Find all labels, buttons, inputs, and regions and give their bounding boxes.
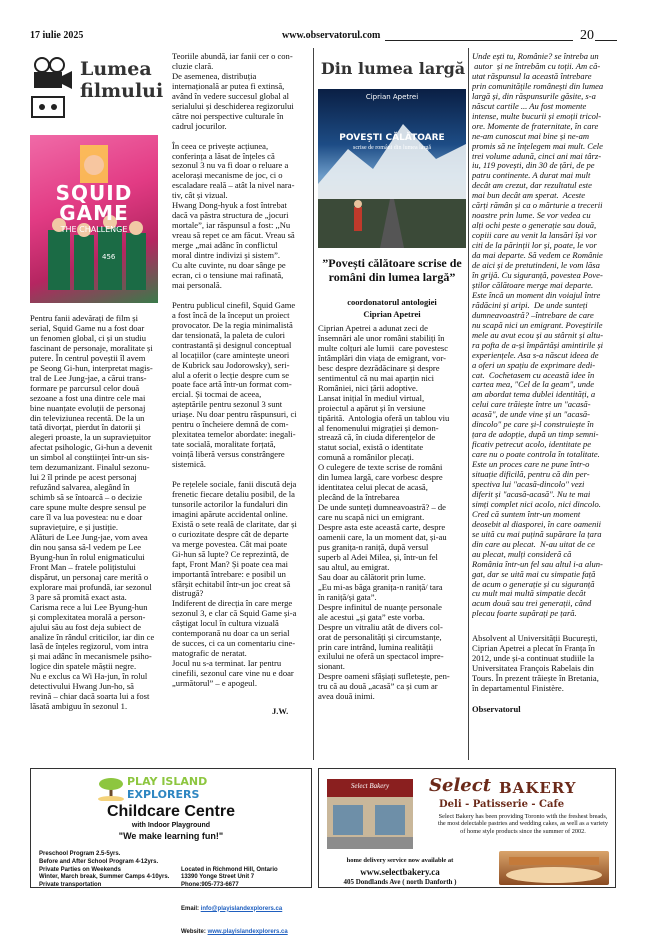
text-line: revină – chiar dacă soarta lui a fost	[30, 691, 150, 702]
page-number: 20	[580, 28, 594, 43]
playisland-programs	[39, 851, 169, 890]
text-line: un simbol al conștiinței într-un sis-	[30, 452, 150, 463]
text-line: sentimentul că nu mai aparțin nici	[318, 372, 435, 383]
text-line: de Kubrick sau Jodorowsky), seri-	[172, 359, 290, 370]
column-divider-2	[468, 48, 469, 760]
text-line: explorare mai profundă, iar sezonul	[30, 581, 152, 592]
text-line: ne-am cunoscut mai bine și ne-am	[472, 130, 590, 141]
text-line: poate face artă într-un format com-	[172, 379, 292, 390]
text-line: sfârșit echitabil într-un joc creat să	[172, 578, 291, 589]
text-line: câștigat locul în cultura vizuală	[172, 618, 279, 629]
text-line: decât am crezut, dar rezultatul este	[472, 180, 592, 191]
text-line: „următorul” – e apogeul.	[172, 678, 257, 689]
text-line: spectiva lui "acasă-dincolo" vezi	[472, 478, 585, 489]
text-line: alți ochi peste o generație sau două,	[472, 220, 597, 231]
text-line: escaladare reală – atât la nivel nara-	[172, 180, 295, 191]
text-line: ore. Momente de fraternitate, în care	[472, 120, 599, 131]
article2-author: Ciprian Apetrei	[363, 309, 421, 319]
text-line: imagini apărute accidental online.	[172, 508, 288, 519]
text-line: așteptările pentru sezonul 3 sunt	[172, 399, 283, 410]
text-line: cartea mea, "Cel de la geam", unde	[472, 379, 595, 390]
poster-title-1: SQUID	[55, 181, 133, 205]
text-line: având în vedere succesul global al	[172, 90, 289, 101]
text-line: către noi perspective culturale în	[172, 110, 284, 121]
article2-byline: coordonatorul antologiei	[347, 297, 437, 307]
text-line: Byung-hun în rolul enigmaticului	[30, 551, 145, 562]
bakery-website-link[interactable]: www.selectbakery.ca	[360, 867, 440, 877]
bakery-storefront-image	[327, 779, 413, 849]
text-line: țara de adopție, după un timp semni-	[472, 429, 599, 440]
text-line: Located in Richmond Hill, Ontario	[181, 866, 278, 873]
text-line: născut cartile ... Au fost momente	[472, 100, 587, 111]
playisland-slogan: "We make learning fun!"	[118, 831, 224, 841]
text-line: însemnări ale unor români stabiliți în	[318, 332, 445, 343]
text-line: Carisma rece a lui Lee Byung-hun	[30, 601, 148, 612]
playisland-website-link[interactable]: www.playislandexplorers.ca	[207, 928, 288, 935]
poster-title-2: GAME	[59, 201, 129, 225]
email-label: Email:	[181, 905, 201, 912]
text-line: identitatea celui plecat de acasă,	[318, 482, 428, 493]
text-line: Pentru fanii adevărați de film și	[30, 314, 138, 323]
text-line: utat răspunsul la această întrebare	[472, 70, 592, 81]
playisland-subtitle: with Indoor Playground	[131, 822, 211, 829]
text-line: acum două sau trei generații, când	[472, 598, 592, 609]
text-line: tem dezumanizant. Finalul sezonu-	[30, 462, 150, 473]
text-line: mortale”, iar răspunsul a fost: ,,Nu	[172, 220, 291, 231]
text-line: ecran, ci o tensiune mai rafinată,	[172, 269, 284, 280]
text-line: ajului său au fost deja subiect de	[30, 621, 142, 632]
text-line: alegeri proaste, la un supraviețuitor	[30, 432, 151, 443]
text-line: mai personală.	[172, 279, 222, 290]
text-line: al locațiilor (care amintește uneori	[172, 349, 290, 360]
text-line: diferit și "acasă-acasă". Nu te mai	[472, 488, 591, 499]
text-line: se uită cu mai puțină supărare la țara	[472, 528, 602, 539]
text-line: Phone:905-773-6677	[181, 882, 239, 889]
text-line: da mai departe. Să vedem ce Românie	[472, 250, 603, 261]
text-line: dincolo" pe care și-l construiește în	[472, 419, 594, 430]
text-line: România într-un fel sau altul i-a alun-	[472, 558, 603, 569]
text-line: strează că, în ciuda diferențelor de	[318, 432, 436, 443]
text-line: sistemică.	[172, 459, 206, 470]
header-rule-right	[595, 40, 617, 41]
section-title-film	[80, 58, 164, 102]
article1-signature: J.W.	[272, 706, 289, 716]
text-line: trei volume adună, cinci ani mai târz-	[472, 150, 602, 161]
text-line: vreau să repet ce am făcut. Vreau să	[172, 230, 295, 241]
bakery-address: 405 Dondlands Ave ( north Danforth )	[343, 878, 457, 886]
article1-column2	[172, 52, 310, 692]
text-line: afectat psihologic, Gi-hun a devenit	[30, 442, 153, 453]
text-line: patru continente. A durat mai mult	[472, 170, 591, 181]
text-line: conferința a lăsat de înțeles că	[172, 150, 275, 161]
text-line: în raniță/și gata”.	[318, 591, 377, 602]
text-line: intense, multe bucurii și emoții tricol-	[472, 110, 602, 121]
text-line: fascinant de personaje, moralitate și	[30, 342, 153, 353]
text-line: care nu scapă nici un emigrant.	[318, 512, 425, 523]
text-line: promis să ne înțelegem mai mult. Cele	[472, 140, 603, 151]
text-line: superb al Adei Milea, și, într-un fel	[318, 551, 438, 562]
book-cover	[318, 89, 466, 248]
text-line: De unde sunteți dumneavoastră? – de	[318, 502, 446, 513]
text-line: besc despre dezrădăcinare și despre	[318, 362, 440, 373]
text-line: matografic de neratat.	[172, 648, 247, 659]
text-line: din lumea largă, care vorbesc despre	[318, 472, 443, 483]
bakery-ad[interactable]	[318, 768, 616, 888]
text-line: 2012, unde și-a continuat studiile la	[472, 652, 595, 663]
text-line: putere. În centrul poveștii îl avem	[30, 352, 146, 363]
text-line: Winter, March break, Summer Camps 4-10yrs.	[39, 874, 170, 881]
text-line: orat de personalități și circumstanțe,	[318, 631, 442, 642]
text-line: refuzând salvarea, alegând în	[30, 482, 130, 493]
text-line: ale acestui „și gata” este vorba.	[318, 611, 425, 622]
text-line: Există o sete reală de claritate, dar și	[172, 518, 297, 529]
text-line: copiii care au venit la lansări își vor	[472, 230, 597, 241]
text-line: statut social, există o identitate	[318, 442, 424, 453]
article1-column1	[30, 314, 160, 764]
text-line: cadrul jocurilor.	[172, 120, 227, 131]
text-line: „Eu mi-as băga granița-n raniță/ tara	[318, 581, 443, 592]
text-line: Despre infinitul de nuanțe personale	[318, 601, 442, 612]
text-line: contemporană nu doar ca un serial	[172, 628, 290, 639]
text-line: Tours. În prezent trăiește în Bretania,	[472, 672, 599, 683]
text-line: simți complet nici acolo, nici dincolo.	[472, 498, 601, 509]
book-author: Ciprian Apetrei	[365, 93, 419, 101]
text-line: Preschool Program 2.5-5yrs.	[39, 851, 121, 857]
text-line: și complexitatea morală a person-	[30, 611, 146, 622]
text-line: merge „mai adânc în conflictul	[172, 240, 278, 251]
text-line: deosebit al diasporei, în care oamenii	[472, 518, 601, 529]
text-line: multe colțuri ale lumii care povestesc	[318, 342, 449, 353]
text-line: un fenomen global, ci și un studiu	[30, 332, 147, 343]
text-line: dumneavoastră? –întrebare de care	[472, 309, 594, 320]
book-title: POVEȘTI CĂLĂTOARE	[339, 133, 445, 143]
section-title-line1: Lumea	[80, 58, 152, 80]
header-rule	[385, 40, 573, 41]
text-line: lasă de înțeles regizorul, vom intra	[30, 641, 149, 652]
text-line: pus granița-n raniță, după versul	[318, 541, 429, 552]
text-line: detectivului Hwang Jun-ho, să	[30, 681, 134, 692]
article2-signature: Observatorul	[472, 704, 521, 714]
text-line: comună a românilor plecați.	[318, 452, 414, 463]
text-line: în grijă. Cu siguranță, povestea Pove-	[472, 269, 603, 280]
text-line: moral dintre indivizi și sistem”.	[172, 250, 281, 261]
text-line: Cu alte cuvinte, nu doar sânge pe	[172, 260, 286, 271]
text-line: logice din spatele măștii negre.	[30, 661, 137, 672]
text-line: nu scapă nici un emigrant. Poveștirile	[472, 319, 603, 330]
text-line: și mai adânc în mecanismele psiho-	[30, 651, 152, 662]
text-line: De asemenea, distribuția	[172, 70, 257, 81]
text-line: Hwang Dong-hyuk a fost întrebat	[172, 200, 287, 211]
text-line: Private Parties on Weekends	[39, 866, 121, 873]
text-line: avea două inimi.	[318, 691, 375, 702]
text-line: Pentru publicul cinefil, Squid Game	[172, 299, 296, 310]
playisland-contact	[181, 851, 288, 952]
text-line: va merge povestea. Cât mai poate	[172, 538, 288, 549]
text-line: tunsorile actorilor la fundaluri din	[172, 498, 288, 509]
text-line: uriașe. Nu doar pentru răspunsuri, ci	[172, 409, 297, 420]
text-line: cu mult mai multă simpatie decât	[472, 588, 586, 599]
text-line: proiectul a apărut și în versiune	[318, 402, 426, 413]
text-line: ercial. Și tocmai de aceea,	[172, 389, 262, 400]
text-line: celui care trăiește între un "acasă-	[472, 399, 591, 410]
text-line: internațională ar putea fi extinsă,	[172, 80, 285, 91]
text-line: Ciprian Apetrei a adunat zeci de	[318, 324, 428, 333]
text-line: Before and After School Program 4-12yrs.	[39, 858, 159, 865]
bakery-brand: BAKERY	[499, 779, 577, 797]
playisland-title: Childcare Centre	[106, 803, 236, 820]
text-line: Despre oameni sfâșiați sufletește, pen-	[318, 671, 450, 682]
text-line: noastre prin lume. Se vor vedea cu	[472, 210, 591, 221]
text-line: plexitatea temelor abordate: inegali-	[172, 429, 296, 440]
text-line: cat. Cochetasem cu această idee în	[472, 369, 595, 380]
text-line: acasă", de unde vine și un "acasă-	[472, 409, 591, 420]
text-line: În ceea ce privește acțiunea,	[172, 140, 269, 151]
text-line: care nu o poate controla în totalitate.	[472, 449, 600, 460]
text-line: Lansat inițial în mediul virtual,	[318, 392, 425, 403]
text-line: a fost încă de la început un proiect	[172, 309, 290, 320]
site-url[interactable]: www.observatorul.com	[282, 30, 381, 41]
text-line: dacă va păstra structura de „jocuri	[172, 210, 289, 221]
article2-column2-italic	[472, 52, 618, 622]
text-line: o curiozitate despre cât de departe	[172, 528, 289, 539]
article2-headline	[318, 256, 466, 284]
text-line: sionant.	[318, 661, 345, 672]
text-line: Pe rețelele sociale, fanii discută deja	[172, 478, 297, 489]
text-line: tipărită. Antologia oferă un tablou viu	[318, 412, 450, 423]
text-line: ficativ petrecut acolo, identitate pe	[472, 439, 592, 450]
text-line: 3 pare să promită exact asta.	[30, 591, 127, 602]
text-line: fapt, Front Man? Și poate cea mai	[172, 558, 289, 569]
text-line: au plecat, mulți considerã că	[472, 548, 572, 559]
issue-date: 17 iulie 2025	[30, 30, 84, 41]
text-line: 13390 Yonge Street Unit 7	[181, 874, 255, 881]
text-line: Indiferent de direcția în care merge	[172, 598, 293, 609]
text-line: supraviețuire, e și justiție.	[30, 522, 119, 533]
text-line: de succes, ci ca un comentariu cine-	[172, 638, 296, 649]
squid-game-poster	[30, 135, 158, 303]
text-line: plecând de la întrebarea	[318, 492, 400, 503]
text-line: alul a oferit o lecție despre cum se	[172, 369, 289, 380]
playisland-logo-text1: PLAY ISLAND	[127, 775, 208, 788]
text-line: lui 2 îl prinde pe acest personaj	[30, 472, 137, 483]
text-line: cluzie clară.	[172, 60, 214, 71]
text-line: al fenomenului migrației și demon-	[318, 422, 439, 433]
text-line: provocator. De la regia minimalistă	[172, 319, 293, 330]
text-line: ra pofta de a-și împărtăși amintirile și	[472, 339, 604, 350]
playisland-logo-icon	[97, 775, 125, 801]
text-line: sau altul, au emigrat.	[318, 561, 390, 572]
text-line: voință liberă versus constrângere	[172, 449, 285, 460]
text-line: pe Seong Gi-hun, interpretat magis-	[30, 362, 153, 373]
poster-number: 456	[102, 253, 116, 261]
text-line: iu, 119 povești, din 30 de țări, de pe	[472, 160, 595, 171]
text-line: din care au plecat. N-au uitat de ce	[472, 538, 595, 549]
text-line: sezoane a fost una dintre cele mai	[30, 392, 146, 403]
text-line: distrugă?	[172, 588, 204, 599]
text-line: tiv, cât și vizual.	[172, 190, 228, 201]
text-line: mele au avut ecou și au stârnit și altu-	[472, 329, 604, 340]
text-line: care îl va lua povestea: nu e doar	[30, 512, 143, 523]
text-line: Gi-hun să lupte? Ce reprezintă, de	[172, 548, 289, 559]
text-line: de acum o generație și cu siguranță	[472, 578, 595, 589]
website-label: Website:	[181, 928, 208, 935]
text-line: formare pe parcursul celor două	[30, 382, 140, 393]
headline-line1: ”Povești călătoare scrise de	[322, 256, 462, 270]
text-line: României, nici țării adoptive.	[318, 382, 418, 393]
article2-column1	[318, 324, 466, 764]
text-line: schimb să se întoarcă – o decizie	[30, 492, 143, 503]
playisland-ad[interactable]	[30, 768, 312, 935]
text-line: O culegere de texte scrise de români	[318, 462, 443, 473]
text-line: din televiziunea recentă. De la un	[30, 412, 145, 423]
text-line: cărți rămân și ca o mărturie a trecerii	[472, 200, 603, 211]
text-line: tată divorțat, pierdut în datorii și	[30, 422, 141, 433]
film-camera-icon	[28, 55, 78, 125]
text-line: bine nuanțate evoluții de personaj	[30, 402, 146, 413]
text-line: mai bun decât am sperat. Aceste	[472, 190, 586, 201]
text-line: Despre asta este această carte, despre	[318, 522, 446, 533]
text-line: Este încă un moment din voiajul între	[472, 289, 601, 300]
poster-subtitle: THE CHALLENGE	[60, 225, 128, 234]
text-line: pentru o încheiere demnă de com-	[172, 419, 289, 430]
bakery-brand-script: Select	[429, 775, 492, 796]
bakery-tagline: Deli - Patisserie - Cafe	[439, 799, 565, 810]
text-line: știlor călătoare merge mai departe.	[472, 279, 594, 290]
text-line: situație dificilă, pentru că din per-	[472, 469, 590, 480]
text-line: contrastantă și designul conceptual	[172, 339, 292, 350]
text-line: de aici și de pretutindeni, le vom lăsa	[472, 260, 600, 271]
text-line: citi de la părinții lor și, poate, le vor	[472, 240, 597, 251]
text-line: dispărut, un personaj care merită o	[30, 571, 149, 582]
text-line: analize în rândul criticilor, iar din ce	[30, 631, 155, 642]
text-line: Cred că suntem într-un moment	[472, 508, 581, 519]
text-line: în departamentul Finistère.	[472, 682, 564, 693]
text-line: frenetic fiecare detaliu posibil, de la	[172, 488, 295, 499]
text-line: exilului ne oferă un spectacol impre-	[318, 651, 444, 662]
text-line: care spune multe despre sensul pe	[30, 502, 147, 513]
text-line: Front Man – fratele polițistului	[30, 561, 136, 572]
text-line: Despre un vitraliu atât de divers col-	[318, 621, 443, 632]
text-line: Jocul nu s-a terminat. Iar pentru	[172, 658, 282, 669]
text-line: cinefili, sezonul care vine nu e doar	[172, 668, 294, 679]
text-line: Private transportation	[39, 882, 102, 889]
text-line: importantă întrebare: e posibil un	[172, 568, 286, 579]
text-line: gat, dar se uită mai cu simpatie față	[472, 568, 596, 579]
text-line: am abordat tema dublei identități, a	[472, 389, 596, 400]
playisland-email-link[interactable]: info@playislandexplorers.ca	[200, 905, 283, 912]
text-line: din nou șansa să-l vedem pe Lee	[30, 541, 142, 552]
text-line: sezonul 3 nu va fi doar o reluare a	[172, 160, 289, 171]
text-line: tru că au două „acasă” ca și cum ar	[318, 681, 438, 692]
section-title-line2: filmului	[80, 80, 164, 102]
text-line: largă și, din răspunsurile găsite, s-a	[472, 90, 596, 101]
section-title-world: Din lumea largă	[320, 59, 466, 78]
text-line: Alături de Lee Jung-jae, vom avea	[30, 531, 148, 542]
bakery-delivery: home delivery service now available at	[346, 857, 454, 864]
text-line: întâmplări din viața de emigrant, vor-	[318, 352, 446, 363]
text-line: oamenii care, la un moment dat, și-au	[318, 532, 447, 543]
text-line: lăsată ambiguu în sezonul 1.	[30, 701, 128, 712]
text-line: sezonul 3, e clar că Squid Game și-a	[172, 608, 297, 619]
text-line: Nu e exclus ca Wi Ha-jun, în rolul	[30, 671, 148, 682]
bakery-description: Select Bakery has been providing Toronto with the freshest breads, the most delectable pastries and wedding cakes, as well as a variety of home style products since the summer of 2002.	[438, 813, 608, 835]
text-line: tate socială, moralitate forțată,	[172, 439, 276, 450]
text-line: Este un proces care ne pune într-o	[472, 459, 590, 470]
text-line: Ciprian Apetrei a plecat în Franța în	[472, 642, 595, 653]
text-line: Universitatea François Rabelais din	[472, 662, 594, 673]
text-line: experiențele. Asa s-a născut ideea de	[472, 349, 599, 360]
column-divider	[313, 48, 314, 760]
bakery-sign: Select Bakery	[350, 782, 390, 790]
text-line: Sau doar au călătorit prin lume.	[318, 571, 426, 582]
text-line: Unde ești tu, Românie? se întreba un	[472, 52, 599, 61]
text-line: serialului și deschiderea regizorului	[172, 100, 294, 111]
text-line: Teoriile abundă, iar fanii cer o con-	[172, 52, 293, 61]
text-line: serial, Squid Game nu a fost doar	[30, 322, 145, 333]
bakery-interior-image	[499, 851, 609, 885]
book-subtitle: scrise de români din lumea largă	[352, 145, 432, 151]
text-line: plecau foarte supărați pe țară.	[472, 608, 577, 619]
headline-line2: români din lumea largă”	[328, 270, 456, 284]
text-line: prin care intrând, lumina realității	[318, 641, 434, 652]
text-line: rădăcini și aripi. De unde sunteți	[472, 299, 588, 310]
playisland-logo-text2: EXPLORERS	[127, 788, 200, 801]
text-line: acelorași mecanisme de joc, ci o	[172, 170, 283, 181]
text-line: dar tensionată, la paleta de culori	[172, 329, 285, 340]
text-line: tral de Lee Jung-jae, a cărui trans-	[30, 372, 147, 383]
text-line: a oferi un spațiu de exprimare dedi-	[472, 359, 596, 370]
text-line: Absolvent al Universității București,	[472, 634, 598, 643]
text-line: prin comunitățile românești din lumea	[472, 80, 604, 91]
article2-column2-bio	[472, 634, 618, 696]
text-line: autor și ne întrebăm cu toții. Am că-	[472, 60, 601, 71]
